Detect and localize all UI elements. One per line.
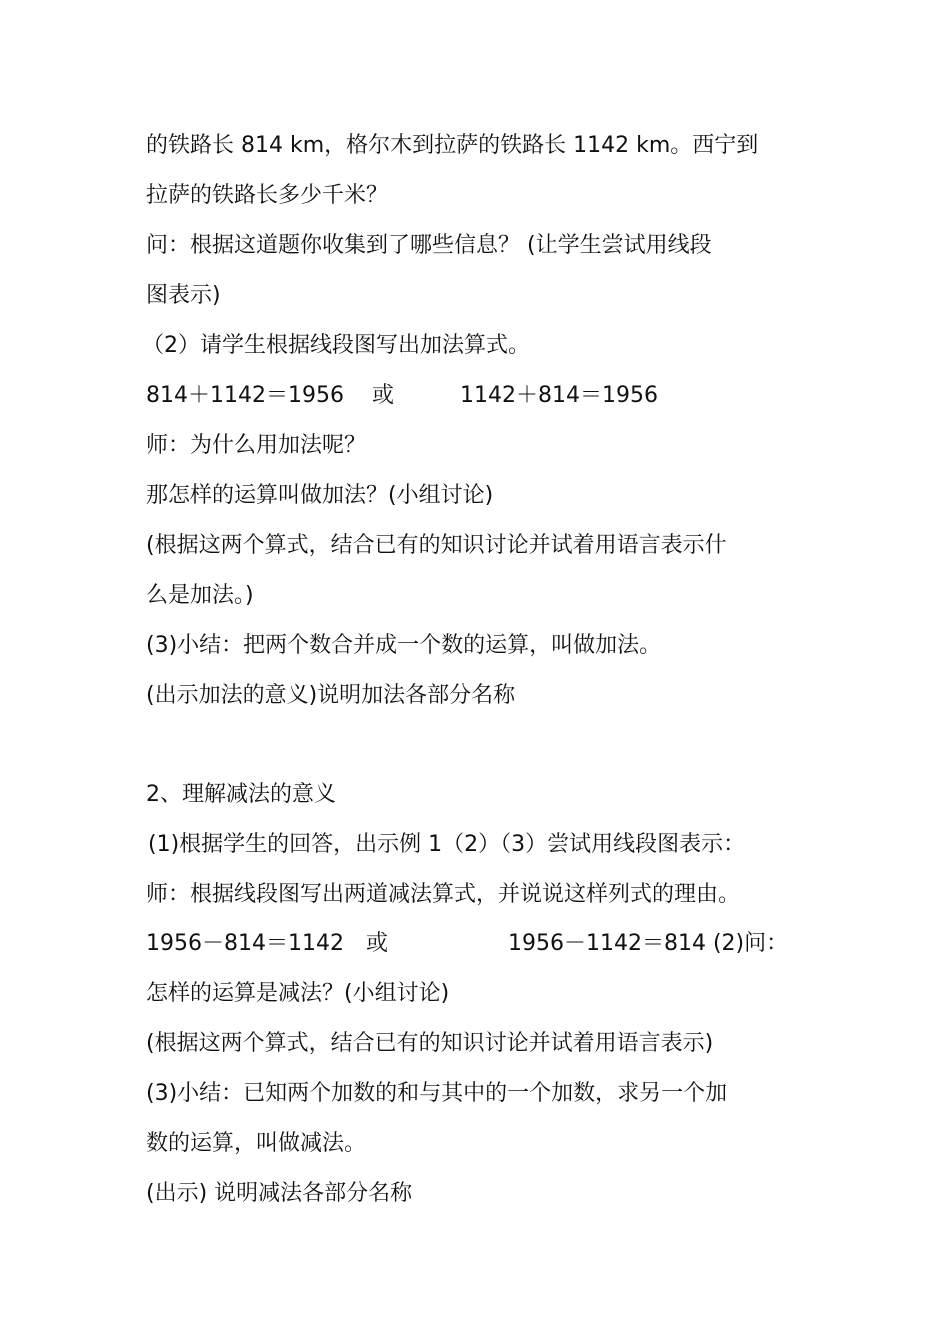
addition-equation-first: 814＋1142＝1956 <box>146 383 344 408</box>
text-line: 的铁路长 814 km，格尔木到拉萨的铁路长 1142 km。西宁到 <box>146 133 759 158</box>
text-line: 师：根据线段图写出两道减法算式，并说说这样列式的理由。 <box>146 882 741 907</box>
text-line: 图表示) <box>146 283 221 308</box>
text-line: 么是加法。) <box>146 583 254 608</box>
text-line: (出示加法的意义)说明加法各部分名称 <box>146 683 516 708</box>
text-line: （2）请学生根据线段图写出加法算式。 <box>142 333 530 358</box>
addition-equation-or: 或 <box>371 383 394 408</box>
text-line: (出示) 说明减法各部分名称 <box>146 1181 413 1206</box>
text-line: (根据这两个算式，结合已有的知识讨论并试着用语言表示什 <box>146 533 727 558</box>
text-line: 怎样的运算是减法？(小组讨论) <box>146 981 450 1006</box>
text-line: 那怎样的运算叫做加法？(小组讨论) <box>146 483 494 508</box>
text-line: (根据这两个算式，结合已有的知识讨论并试着用语言表示) <box>146 1031 714 1056</box>
text-line: 师：为什么用加法呢？ <box>146 433 367 458</box>
text-line: (3)小结：已知两个加数的和与其中的一个加数，求另一个加 <box>146 1081 728 1106</box>
text-line: (3)小结：把两个数合并成一个数的运算，叫做加法。 <box>146 633 662 658</box>
text-line: 问：根据这道题你收集到了哪些信息？ (让学生尝试用线段 <box>146 233 712 258</box>
text-line: (1)根据学生的回答，出示例 1（2）（3）尝试用线段图表示： <box>148 832 746 857</box>
addition-equation-second: 1142＋814＝1956 <box>459 383 658 408</box>
subtraction-equation-second: 1956－1142＝814 (2)问： <box>507 931 789 956</box>
text-line: 拉萨的铁路长多少千米？ <box>146 183 389 208</box>
addition-equation-line <box>146 381 658 411</box>
section-heading: 2、理解减法的意义 <box>146 782 336 807</box>
text-line: 数的运算，叫做减法。 <box>146 1131 367 1156</box>
subtraction-equation-first: 1956－814＝1142 <box>146 931 344 956</box>
subtraction-equation-line <box>146 929 788 959</box>
subtraction-equation-or: 或 <box>365 931 388 956</box>
